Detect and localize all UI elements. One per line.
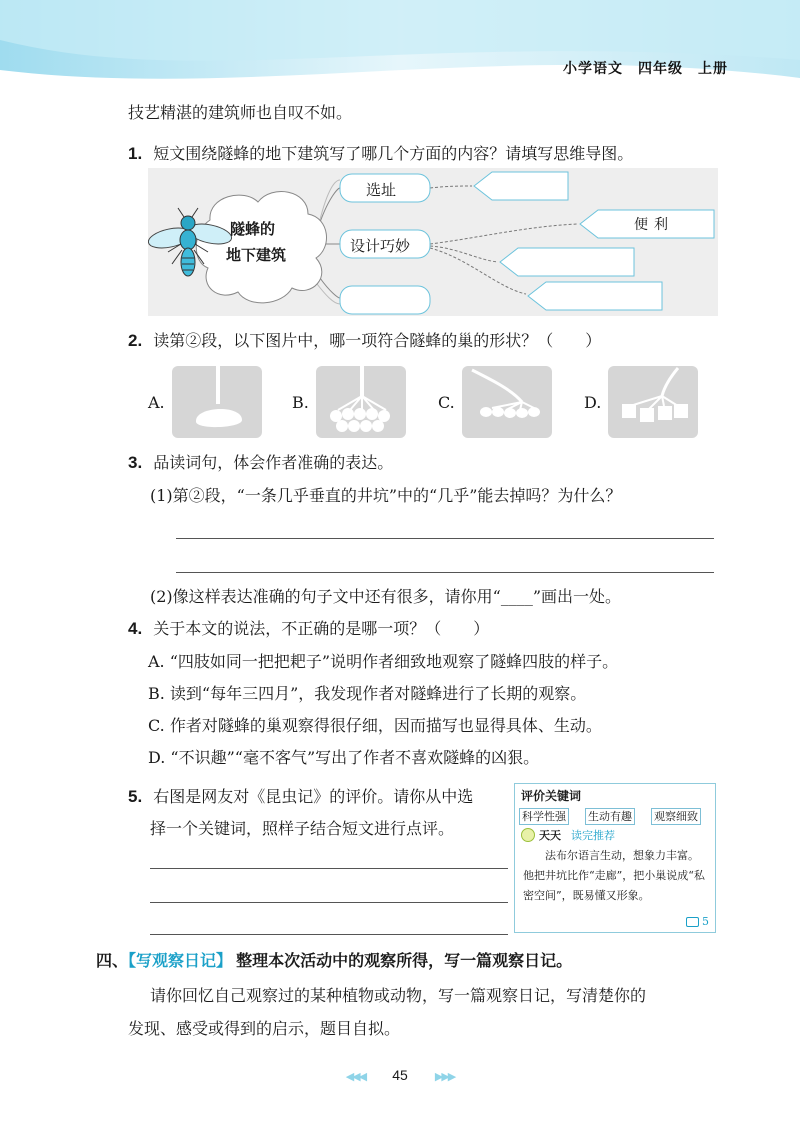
q4-option-a[interactable]: A. “四肢如同一把把耙子”说明作者细致地观察了隧蜂四肢的样子。 bbox=[148, 652, 619, 671]
option-label-a[interactable]: A. bbox=[148, 393, 165, 412]
keyword-tag: 观察细致 bbox=[651, 808, 701, 825]
comment-icon bbox=[686, 917, 699, 927]
section-title: 整理本次活动中的观察所得，写一篇观察日记。 bbox=[236, 951, 573, 970]
question-text-line1: 右图是网友对《昆虫记》的评价。请你从中选 bbox=[153, 787, 474, 806]
section-4-body-line2: 发现、感受或得到的启示，题目自拟。 bbox=[128, 1019, 401, 1038]
prev-arrows-icon: ◀◀◀ bbox=[345, 1070, 366, 1083]
question-number: 1. bbox=[128, 144, 143, 163]
nest-image-b[interactable] bbox=[316, 366, 406, 438]
q4-option-b[interactable]: B. 读到“每年三四月”，我发现作者对隧蜂进行了长期的观察。 bbox=[148, 684, 587, 703]
reviewer-name: 天天 bbox=[539, 829, 561, 842]
question-3 bbox=[128, 452, 393, 474]
q3-sub2: (2)像这样表达准确的句子文中还有很多，请你用“____”画出一处。 bbox=[150, 587, 622, 606]
mind-map-center-line2: 地下建筑 bbox=[226, 247, 287, 264]
answer-line[interactable] bbox=[150, 868, 508, 869]
answer-line[interactable] bbox=[150, 934, 508, 935]
review-card bbox=[514, 783, 716, 933]
page-footer bbox=[0, 1065, 800, 1084]
question-text: 关于本文的说法，不正确的是哪一项？（ ） bbox=[153, 619, 490, 638]
q4-option-c[interactable]: C. 作者对隧蜂的巢观察得很仔细，因而描写也显得具体、生动。 bbox=[148, 716, 602, 735]
answer-line[interactable] bbox=[176, 538, 714, 539]
avatar-icon bbox=[521, 828, 535, 842]
keyword-tag: 科学性强 bbox=[519, 808, 569, 825]
reviewer-tag: 读完推荐 bbox=[571, 829, 615, 842]
header-title: 小学语文 四年级 上册 bbox=[563, 61, 728, 77]
bracket-open: 【 bbox=[128, 951, 137, 970]
next-arrows-icon: ▶▶▶ bbox=[434, 1070, 455, 1083]
nest-image-c[interactable] bbox=[462, 366, 552, 438]
question-5 bbox=[128, 786, 473, 808]
question-number: 5. bbox=[128, 787, 143, 806]
comment-count bbox=[686, 915, 710, 928]
comment-count-value: 5 bbox=[702, 915, 709, 928]
answer-line[interactable] bbox=[150, 902, 508, 903]
question-1 bbox=[128, 143, 633, 165]
intro-line: 技艺精湛的建筑师也自叹不如。 bbox=[128, 103, 353, 122]
q4-option-d[interactable]: D. “不识趣”“毫不客气”写出了作者不喜欢隧蜂的凶狠。 bbox=[148, 748, 540, 767]
mind-map-node-site: 选址 bbox=[366, 182, 397, 199]
q3-sub1: (1)第②段，“一条几乎垂直的井坑”中的“几乎”能去掉吗？为什么？ bbox=[150, 486, 622, 505]
q2-options bbox=[148, 364, 718, 440]
mind-map bbox=[148, 168, 718, 316]
section-4-heading bbox=[96, 948, 572, 971]
nest-image-d[interactable] bbox=[608, 366, 698, 438]
question-2 bbox=[128, 330, 601, 352]
mind-map-background bbox=[148, 168, 718, 316]
card-title: 评价关键词 bbox=[521, 789, 582, 803]
option-label-b[interactable]: B. bbox=[292, 393, 309, 412]
mind-map-leaf-convenient: 便利 bbox=[634, 217, 674, 233]
page-number: 45 bbox=[392, 1067, 408, 1083]
mind-map-center-line1: 隧蜂的 bbox=[230, 221, 276, 238]
nest-image-a[interactable] bbox=[172, 366, 262, 438]
question-text: 品读词句，体会作者准确的表达。 bbox=[153, 453, 394, 472]
bracket-close: 】 bbox=[216, 951, 233, 970]
mind-map-node-design: 设计巧妙 bbox=[350, 238, 411, 255]
section-tag: 写观察日记 bbox=[136, 951, 217, 970]
question-text-line2: 择一个关键词，照样子结合短文进行点评。 bbox=[150, 819, 455, 838]
question-number: 4. bbox=[128, 619, 143, 638]
answer-line[interactable] bbox=[176, 572, 714, 573]
review-text: 法布尔语言生动，想象力丰富。他把井坑比作“走廊”，把小巢说成“私密空间”，既易懂又形象。 bbox=[523, 849, 705, 902]
question-text: 读第②段，以下图片中，哪一项符合隧蜂的巢的形状？（ ） bbox=[153, 331, 602, 350]
question-number: 3. bbox=[128, 453, 143, 472]
section-4-body-line1: 请你回忆自己观察过的某种植物或动物，写一篇观察日记，写清楚你的 bbox=[150, 986, 647, 1005]
question-4 bbox=[128, 618, 489, 640]
question-text: 短文围绕隧蜂的地下建筑写了哪几个方面的内容？请填写思维导图。 bbox=[153, 144, 634, 163]
option-label-d[interactable]: D. bbox=[584, 393, 602, 412]
option-label-c[interactable]: C. bbox=[438, 393, 455, 412]
question-number: 2. bbox=[128, 331, 143, 350]
keyword-tag: 生动有趣 bbox=[585, 808, 635, 825]
section-prefix: 四、 bbox=[96, 951, 129, 970]
